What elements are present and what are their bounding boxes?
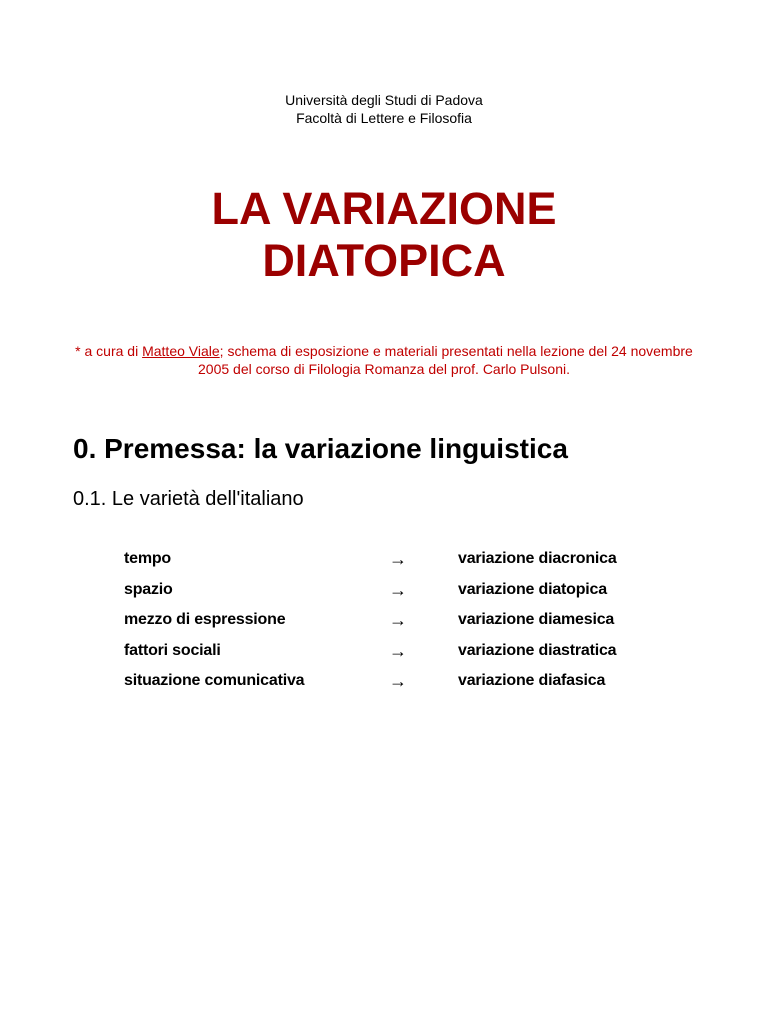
author-note-suffix: ; schema di esposizione e materiali presentati nella lezione del 24 novembre 2005 del corso di Filologia Romanza del prof. Carlo Pulsoni. (198, 343, 693, 377)
variety-row-fattori-sociali (124, 636, 664, 667)
title-line-2: DIATOPICA (262, 235, 506, 286)
variety-factor: spazio (124, 580, 173, 598)
document-title (0, 183, 768, 287)
variety-factor: tempo (124, 550, 172, 567)
variety-type: variazione diatopica (458, 580, 607, 598)
author-note-prefix: * a cura di (75, 343, 143, 359)
variety-factor: situazione comunicativa (124, 672, 305, 690)
university-name: Università degli Studi di Padova (285, 92, 483, 108)
right-arrow-icon: → (389, 549, 407, 569)
university-header (0, 91, 768, 127)
author-link[interactable]: Matteo Viale (142, 343, 220, 359)
subsection-heading: 0.1. Le varietà dell'italiano (73, 488, 304, 510)
variety-row-spazio (124, 575, 664, 606)
variety-factor: mezzo di espressione (124, 611, 286, 629)
variety-row-mezzo (124, 605, 664, 636)
faculty-name: Facoltà di Lettere e Filosofia (296, 110, 472, 126)
section-heading: 0. Premessa: la variazione linguistica (73, 433, 568, 464)
right-arrow-icon: → (389, 579, 407, 600)
variety-row-tempo (124, 544, 664, 575)
title-line-1: LA VARIAZIONE (211, 183, 557, 234)
right-arrow-icon: → (389, 610, 407, 631)
variety-type: variazione diastratica (458, 641, 617, 659)
right-arrow-icon: → (389, 671, 407, 692)
variety-type: variazione diafasica (458, 672, 606, 690)
variety-row-situazione (124, 666, 664, 697)
variety-table (124, 544, 664, 697)
variety-type: variazione diacronica (458, 550, 617, 567)
variety-type: variazione diamesica (458, 611, 615, 629)
author-note (60, 342, 708, 378)
right-arrow-icon: → (389, 640, 407, 661)
variety-factor: fattori sociali (124, 641, 221, 659)
